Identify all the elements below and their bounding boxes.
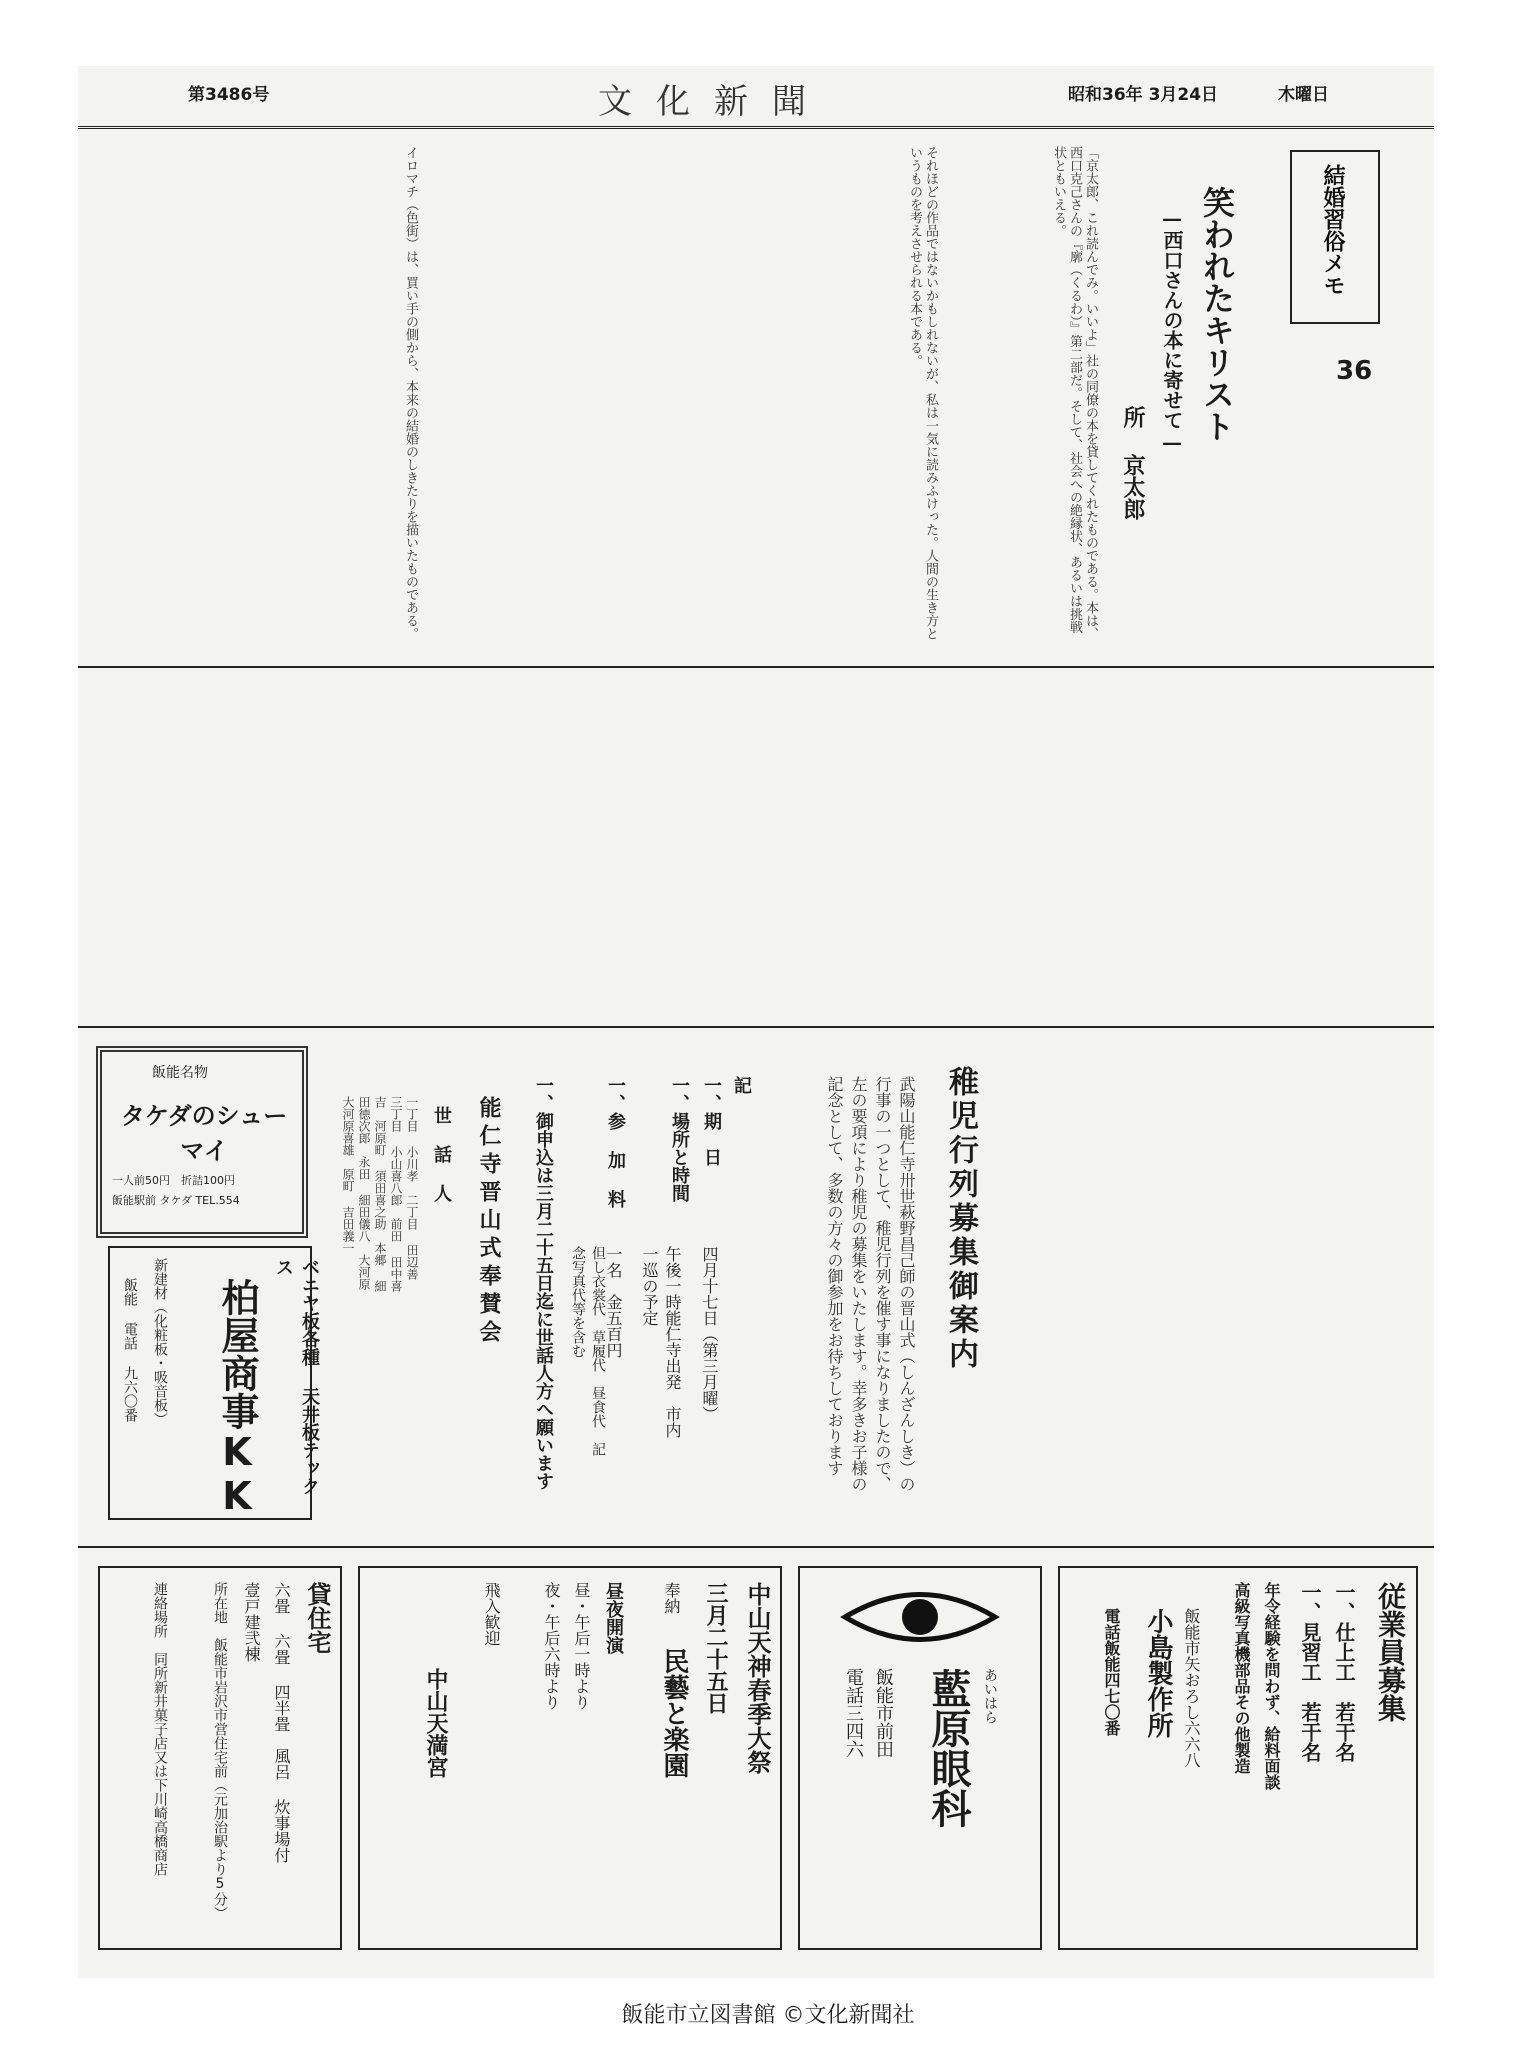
chigo-sewanin-label: 世 話 人 (431, 1106, 452, 1202)
kojima-tel: 電話飯能四七〇番 (1102, 1608, 1121, 1736)
chigo-ki: 記 (731, 1076, 752, 1094)
tenjin-hono: 奉納 (662, 1582, 681, 1614)
chigo-item3-value: 一名 金五百円 (604, 1246, 623, 1358)
kojima-ad (1058, 1566, 1418, 1950)
footer-credit: 飯能市立図書館 ©文化新聞社 (621, 2003, 915, 2028)
chigo-item3-label: 一、参 加 料 (605, 1076, 626, 1208)
article-author: 所 京太郎 (1120, 406, 1146, 520)
masthead (78, 66, 1434, 129)
kojima-address: 飯能市矢おろし六六八 (1182, 1608, 1201, 1768)
wedding-memo-body: イロマチ（色街）は、買い手の側から、本来の結婚のしきたりを描いたものである。 (403, 146, 418, 640)
aihara-address: 飯能市前田 (873, 1668, 894, 1758)
kojima-conditions: 年令経験を問わず、給料面談 (1262, 1582, 1281, 1790)
kashiwaya-tel: 飯能 電話 九六〇番 (122, 1278, 138, 1422)
weekday: 木曜日 (1278, 85, 1329, 105)
kojima-job2: 一、見習工 若干名 (1298, 1582, 1322, 1762)
tenjin-event: 民藝と楽園 (659, 1648, 689, 1778)
tenjin-night: 夜・午后六時より (542, 1582, 561, 1710)
chigo-item1-value: 四月十七日（第三月曜） (700, 1246, 719, 1422)
kashi-jutaku-ad (98, 1566, 342, 1950)
kashi-rooms: 六畳 六畳 四半畳 風呂 炊事場付 (272, 1582, 291, 1863)
tenjin-welcome: 飛入歓迎 (482, 1582, 501, 1646)
takeda-meibutsu: 飯能名物 (152, 1065, 208, 1081)
issue-date: 昭和36年 3月24日 (1068, 85, 1219, 105)
takeda-ad (96, 1046, 308, 1238)
kashiwaya-new-items: 新建材（化粧板・吸音板） (152, 1258, 168, 1426)
chigo-item2-value: 午後一時能仁寺出発 市内一巡の予定 (640, 1246, 682, 1438)
kojima-name: 小島製作所 (1143, 1608, 1173, 1738)
takeda-shop: 飯能駅前 タケダ TEL.554 (112, 1194, 240, 1207)
bottom-divider (78, 1546, 1434, 1548)
chigo-sewanin-names: 一丁目 小川孝 二丁目 田辺善 三丁目 小山喜八郎 前田 田中喜吉 河原町 須田喜之助 本郷 細田徳次郎 永田 細田儀八 大河原 大河原喜雄 原町 吉田義一 (341, 1096, 419, 1292)
column-logo-box (1290, 150, 1380, 324)
chigo-sponsor: 能仁寺晋山式奉賛会 (476, 1096, 502, 1348)
aihara-ad (798, 1566, 1042, 1950)
section-divider (78, 666, 1434, 668)
chigo-item2-label: 一、場所と時間 (669, 1076, 690, 1202)
article-body-col1: 「京太郎、これ読んでみ。いいよ」社の同僚の本を貸してくれたものである。本は、西口克己さんの『廓（くるわ）』第二部だ。そして、社会への絶縁状、あるいは挑戦状ともいえる。 (1051, 146, 1098, 640)
newspaper-page (78, 66, 1434, 1978)
newspaper-title: 文化新聞 (598, 82, 830, 122)
kojima-job1: 一、仕上工 若干名 (1332, 1582, 1356, 1762)
chigo-intro: 武陽山能仁寺卅世萩野昌己師の晋山式（しんざんしき）の行事の一つとして、稚児行列を催す事になりましたので、左の要項により稚児の募集をいたします。幸多きお子様の記念として、多数の方々の御参加をお待ちしております (825, 1076, 916, 1492)
kashi-contact: 連絡場所 同所新井菓子店又は下川崎高橋商店 (152, 1582, 168, 1876)
page-number: 36 (1336, 356, 1373, 386)
article-body-col2: それほどの作品ではないかもしれないが、私は一気に読みふけった。人間の生き方というものを考えさせられる本である。 (907, 146, 938, 640)
chigo-item3-note: 但し衣裳代 草履代 昼食代 記念写真代等を含む (570, 1246, 606, 1456)
article-subtitle: —西口さんの本に寄せて— (1160, 206, 1184, 454)
eye-icon (840, 1582, 1000, 1652)
kashi-count: 壹戸建弐棟 (242, 1582, 261, 1662)
takeda-price: 一人前50円 折詰100円 (112, 1174, 235, 1187)
aihara-kana: あいはら (982, 1668, 998, 1724)
kashi-location: 所在地 飯能市岩沢市営住宅前（元加治駅より5分） (212, 1582, 228, 1920)
tenjin-date: 三月二十五日 (703, 1582, 728, 1714)
chigo-title: 稚児行列募集御案内 (943, 1066, 978, 1372)
kashiwaya-name: 柏屋商事KK (215, 1278, 259, 1518)
chigo-item1-label: 一、期 日 (701, 1076, 722, 1166)
kashiwaya-ad (108, 1246, 320, 1520)
takeda-name: タケダのシューマイ (120, 1102, 288, 1165)
tenjin-chuya: 昼夜開演 (603, 1582, 624, 1654)
tenjin-ad (358, 1566, 782, 1950)
chigo-item4: 一、御申込は三月二十五日迄に世話人方へ願います (533, 1076, 554, 1490)
kashi-title: 貸住宅 (303, 1582, 331, 1654)
aihara-tel: 電話三四六 (843, 1668, 864, 1758)
column-title: 結婚習俗メモ (1320, 164, 1346, 296)
tenjin-title: 中山天神春季大祭 (743, 1582, 771, 1774)
tenjin-shrine: 中山天満宮 (423, 1668, 448, 1778)
tenjin-day: 昼・午后一時より (572, 1582, 591, 1710)
kashiwaya-products: ベニヤ板各種 天井板テックス (273, 1258, 320, 1495)
issue-number: 第3486号 (188, 85, 270, 105)
kojima-product: 高級写真機部品その他製造 (1232, 1582, 1251, 1774)
kojima-title: 従業員募集 (1374, 1582, 1407, 1722)
article-title: 笑われたキリスト (1198, 186, 1236, 442)
section-divider (78, 1026, 1434, 1028)
aihara-name: 藍原眼科 (925, 1668, 971, 1828)
